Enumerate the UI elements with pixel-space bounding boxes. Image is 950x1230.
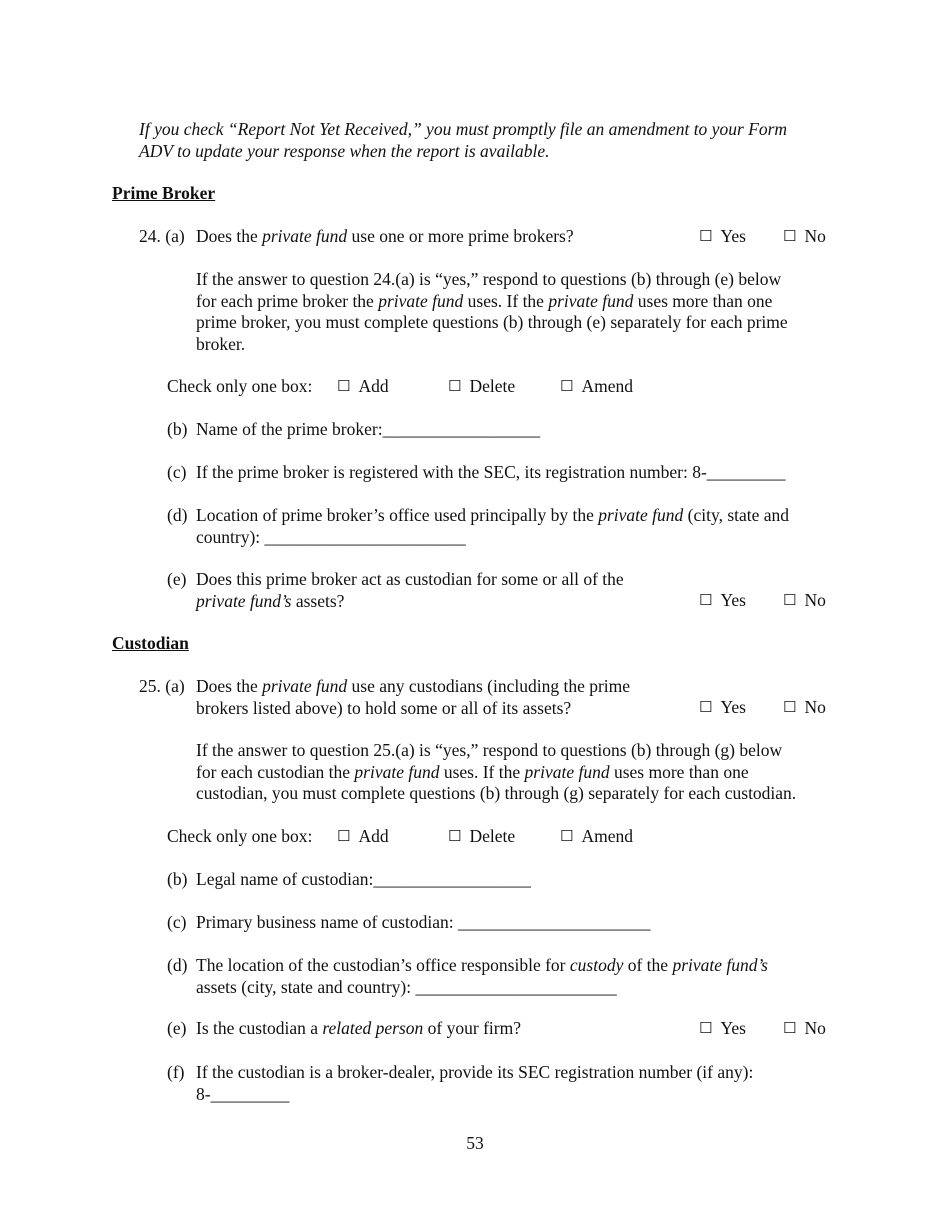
checkbox-icon[interactable]: ☐ [783,591,797,609]
q25b-label: (b) [167,869,188,889]
checkbox-icon[interactable]: ☐ [783,1019,797,1037]
q24a-no-option[interactable] [783,226,826,248]
q25e-label: (e) [167,1018,187,1038]
checkbox-icon[interactable]: ☐ [448,827,462,845]
q24-amend-option[interactable]: ☐ Amend [560,376,633,396]
q25c-business-name-field[interactable]: Primary business name of custodian: ______________________ [196,912,651,932]
question-25a-text: Does the private fund use any custodians (including the prime brokers listed above) to hold some or all of its assets? [196,676,631,718]
q25e-no-option[interactable]: ☐ No [783,1018,826,1038]
checkbox-icon[interactable]: ☐ [699,698,713,716]
question-25-number: 25. (a) [139,676,185,696]
page-number: 53 [466,1133,484,1153]
q24d-location-field[interactable]: country): _______________________ [196,526,466,547]
q25e-yes-option[interactable]: ☐ Yes [699,1018,746,1038]
q25f-broker-dealer-question: If the custodian is a broker-dealer, provide its SEC registration number (if any): 8-_________ [196,1062,856,1105]
q25-delete-option[interactable]: ☐ Delete [448,826,516,846]
q25-check-one-label: Check only one box: [167,826,313,846]
checkbox-icon[interactable]: ☐ [699,227,713,245]
q24b-prime-broker-name-field[interactable]: Name of the prime broker:__________________ [196,419,541,439]
q24-check-one-label: Check only one box: [167,376,313,396]
q24e-no-option[interactable]: ☐ No [783,590,826,610]
intro-paragraph [139,119,859,162]
q24d-label: (d) [167,505,188,525]
checkbox-icon[interactable]: ☐ [560,827,574,845]
q24b-label: (b) [167,419,188,439]
intro-line-2: ADV to update your response when the report is available. [139,140,550,161]
checkbox-icon[interactable]: ☐ [783,698,797,716]
q24a-yes-label: Yes [720,226,746,246]
checkbox-icon[interactable]: ☐ [699,591,713,609]
q25a-yes-option[interactable]: ☐ Yes [699,697,746,717]
q24a-yes-option[interactable] [699,226,746,248]
checkbox-icon[interactable]: ☐ [783,227,797,245]
question-24a-text: Does the private fund use one or more prime brokers? [196,226,574,246]
q24e-yes-option[interactable]: ☐ Yes [699,590,746,610]
q24d-location-question: Location of prime broker’s office used principally by the private fund (city, state and country): _______________________ [196,505,856,548]
checkbox-icon[interactable]: ☐ [699,1019,713,1037]
section-heading-prime-broker: Prime Broker [112,183,216,203]
section-heading-custodian: Custodian [112,633,189,653]
q24a-no-label: No [804,226,826,246]
q25e-related-person-question: Is the custodian a related person of your firm? [196,1018,521,1038]
q24-instructions: If the answer to question 24.(a) is “yes,” respond to questions (b) through (e) below for each prime broker the private fund uses. If the private fund uses more than one prime broker, you must complete questions (b) through (e) separately for each prime broker. [196,269,788,354]
intro-line-1: If you check “Report Not Yet Received,” you must promptly file an amendment to your Form [139,119,788,139]
q25f-label: (f) [167,1062,185,1082]
q25b-legal-name-field[interactable]: Legal name of custodian:__________________ [196,869,531,889]
q25-amend-option[interactable]: ☐ Amend [560,826,633,846]
q24e-custodian-question: Does this prime broker act as custodian for some or all of the private fund’s assets? [196,569,624,611]
q25-add-option[interactable]: ☐ Add [337,826,389,846]
checkbox-icon[interactable]: ☐ [448,377,462,395]
q24e-label: (e) [167,569,187,589]
q25c-label: (c) [167,912,187,932]
checkbox-icon[interactable]: ☐ [337,827,351,845]
q25d-location-question: The location of the custodian’s office responsible for custody of the private fund’s assets (city, state and country): _______________________ [196,955,856,998]
q25d-label: (d) [167,955,188,975]
q24-delete-option[interactable]: ☐ Delete [448,376,516,396]
checkbox-icon[interactable]: ☐ [560,377,574,395]
q25d-location-field[interactable]: assets (city, state and country): _______________________ [196,976,617,997]
question-24-number: 24. (a) [139,226,185,246]
q24-add-option[interactable]: ☐ Add [337,376,389,396]
q25-instructions: If the answer to question 25.(a) is “yes,” respond to questions (b) through (g) below for each custodian the private fund uses. If the private fund uses more than one custodian, you must complete questions (b) through (g) separately for each custodian. [196,740,797,803]
q25a-no-option[interactable]: ☐ No [783,697,826,717]
checkbox-icon[interactable]: ☐ [337,377,351,395]
q25f-registration-field[interactable]: 8-_________ [196,1083,290,1104]
term-private-fund: private fund [262,226,348,246]
q24c-registration-number-field[interactable]: If the prime broker is registered with the SEC, its registration number: 8-_________ [196,462,786,482]
q24c-label: (c) [167,462,187,482]
